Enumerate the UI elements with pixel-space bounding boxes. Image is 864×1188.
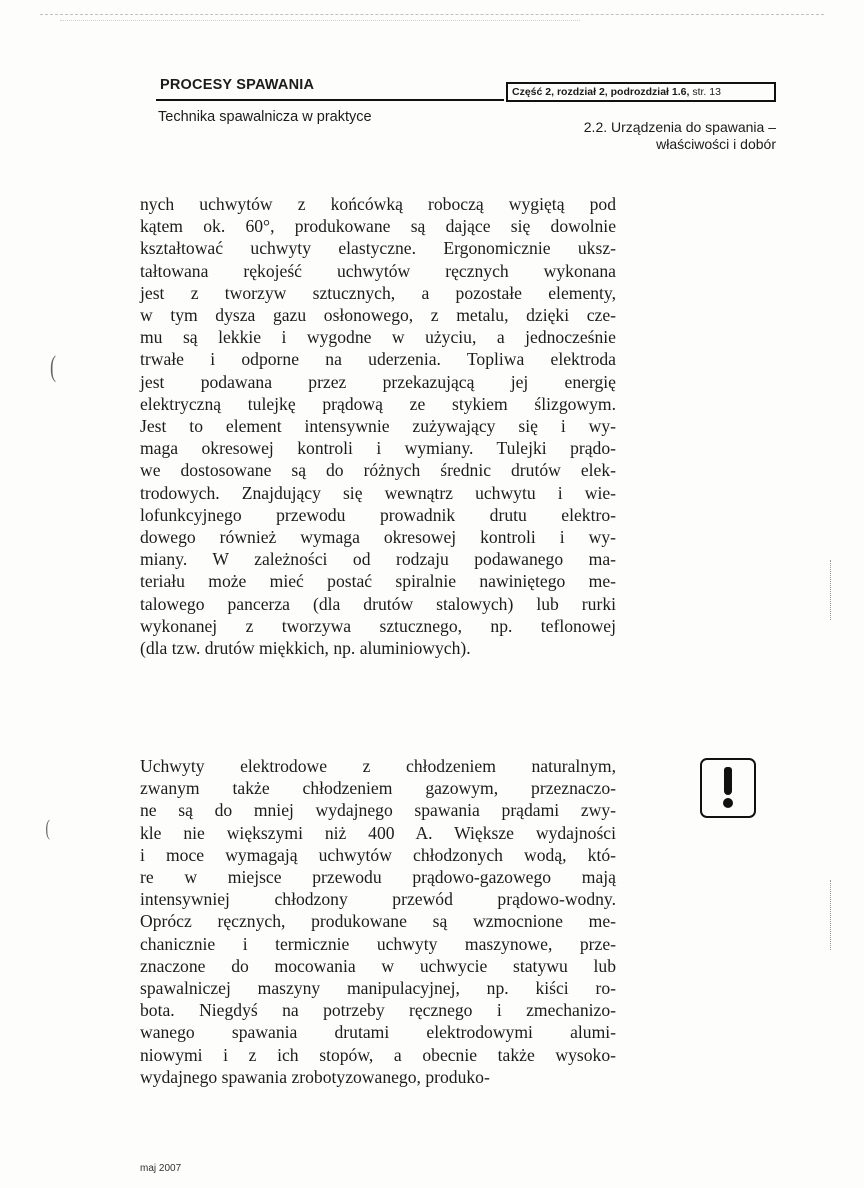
text-line: jest podawana przez przekazującą jej energię xyxy=(140,371,616,392)
text-line: (dla tzw. drutów miękkich, np. aluminiowych). xyxy=(140,638,471,659)
text-line: jest z tworzyw sztucznych, a pozostałe elementy, xyxy=(140,282,616,303)
chapter-location-box xyxy=(506,82,776,102)
text-line: teriału może mieć postać spiralnie nawiniętego me- xyxy=(140,571,616,592)
body-paragraph-2 xyxy=(140,755,616,1088)
exclamation-bar xyxy=(724,767,732,795)
text-line: elektryczną tulejkę prądową ze stykiem ślizgowym. xyxy=(140,393,616,414)
text-line: dowego również wymaga okresowej kontroli i wy- xyxy=(140,527,616,548)
section-title-line-1: 2.2. Urządzenia do spawania – xyxy=(583,119,776,135)
exclamation-warning-icon xyxy=(700,758,756,818)
scan-artifact-top-dotted xyxy=(60,20,580,21)
scan-artifact-edge xyxy=(830,880,831,950)
text-line: Jest to element intensywnie zużywający się i wy- xyxy=(140,416,616,437)
text-line: wykonanej z tworzywa sztucznego, np. teflonowej xyxy=(140,615,616,636)
section-title xyxy=(476,119,776,153)
section-title-line-2: właściwości i dobór xyxy=(656,136,776,152)
text-line: miany. W zależności od rodzaju podawanego ma- xyxy=(140,549,616,570)
text-line: ne są do mniej wydajnego spawania prądami zwy- xyxy=(140,800,616,821)
text-line: Oprócz ręcznych, produkowane są wzmocnione me- xyxy=(140,911,616,932)
text-line: we dostosowane są do różnych średnic drutów elek- xyxy=(140,460,616,481)
text-line: tałtowana rękojeść uchwytów ręcznych wykonana xyxy=(140,260,616,281)
text-line: chanicznie i termicznie uchwyty maszynowe, prze- xyxy=(140,933,616,954)
page-header-subtitle: Technika spawalnicza w praktyce xyxy=(158,109,372,125)
text-line: trwałe i odporne na uderzenia. Topliwa elektroda xyxy=(140,349,616,370)
chapter-location-text: Część 2, rozdział 2, podrozdział 1.6, xyxy=(512,86,690,98)
text-line: wanego spawania drutami elektrodowymi alumi- xyxy=(140,1022,616,1043)
scan-artifact-edge xyxy=(830,560,831,620)
text-line: zwanym także chłodzeniem gazowym, przeznaczo- xyxy=(140,778,616,799)
text-line: wydajnego spawania zrobotyzowanego, produko- xyxy=(140,1066,490,1087)
text-line: w tym dysza gazu osłonowego, z metalu, dzięki cze- xyxy=(140,305,616,326)
text-line: znaczone do mocowania w uchwycie statywu lub xyxy=(140,955,616,976)
text-line: bota. Niegdyś na potrzeby ręcznego i zmechanizo- xyxy=(140,1000,616,1021)
body-paragraph-1 xyxy=(140,193,616,659)
text-line: trodowych. Znajdujący się wewnątrz uchwytu i wie- xyxy=(140,482,616,503)
text-line: re w miejsce przewodu prądowo-gazowego mają xyxy=(140,867,616,888)
text-line: intensywniej chłodzony przewód prądowo-wodny. xyxy=(140,889,616,910)
footer-date: maj 2007 xyxy=(140,1163,182,1174)
text-line: i moce wymagają uchwytów chłodzonych wodą, któ- xyxy=(140,844,616,865)
margin-bracket-mark: ( xyxy=(45,815,50,840)
text-line: mu są lekkie i wygodne w użyciu, a jednocześnie xyxy=(140,327,616,348)
page-reference: str. 13 xyxy=(692,86,721,98)
header-divider xyxy=(156,99,504,101)
text-line: maga okresowej kontroli i wymiany. Tulejki prądo- xyxy=(140,438,616,459)
text-line: spawalniczej maszyny manipulacyjnej, np. kiści ro- xyxy=(140,978,616,999)
exclamation-dot xyxy=(723,798,733,808)
text-line: kle nie większymi niż 400 A. Większe wydajności xyxy=(140,822,616,843)
text-line: nych uchwytów z końcówką roboczą wygiętą pod xyxy=(140,194,616,214)
scan-artifact-top xyxy=(40,14,824,17)
margin-bracket-mark: ( xyxy=(50,350,56,383)
text-line: talowego pancerza (dla drutów stalowych) lub rurki xyxy=(140,593,616,614)
text-line: kształtować uchwyty elastyczne. Ergonomicznie uksz- xyxy=(140,238,616,259)
text-line: niowymi i z ich stopów, a obecnie także wysoko- xyxy=(140,1044,616,1065)
text-line: kątem ok. 60°, produkowane są dające się dowolnie xyxy=(140,216,616,237)
page-header-title: PROCESY SPAWANIA xyxy=(160,77,315,93)
text-line: lofunkcyjnego przewodu prowadnik drutu elektro- xyxy=(140,504,616,525)
text-line: Uchwyty elektrodowe z chłodzeniem naturalnym, xyxy=(140,756,616,776)
